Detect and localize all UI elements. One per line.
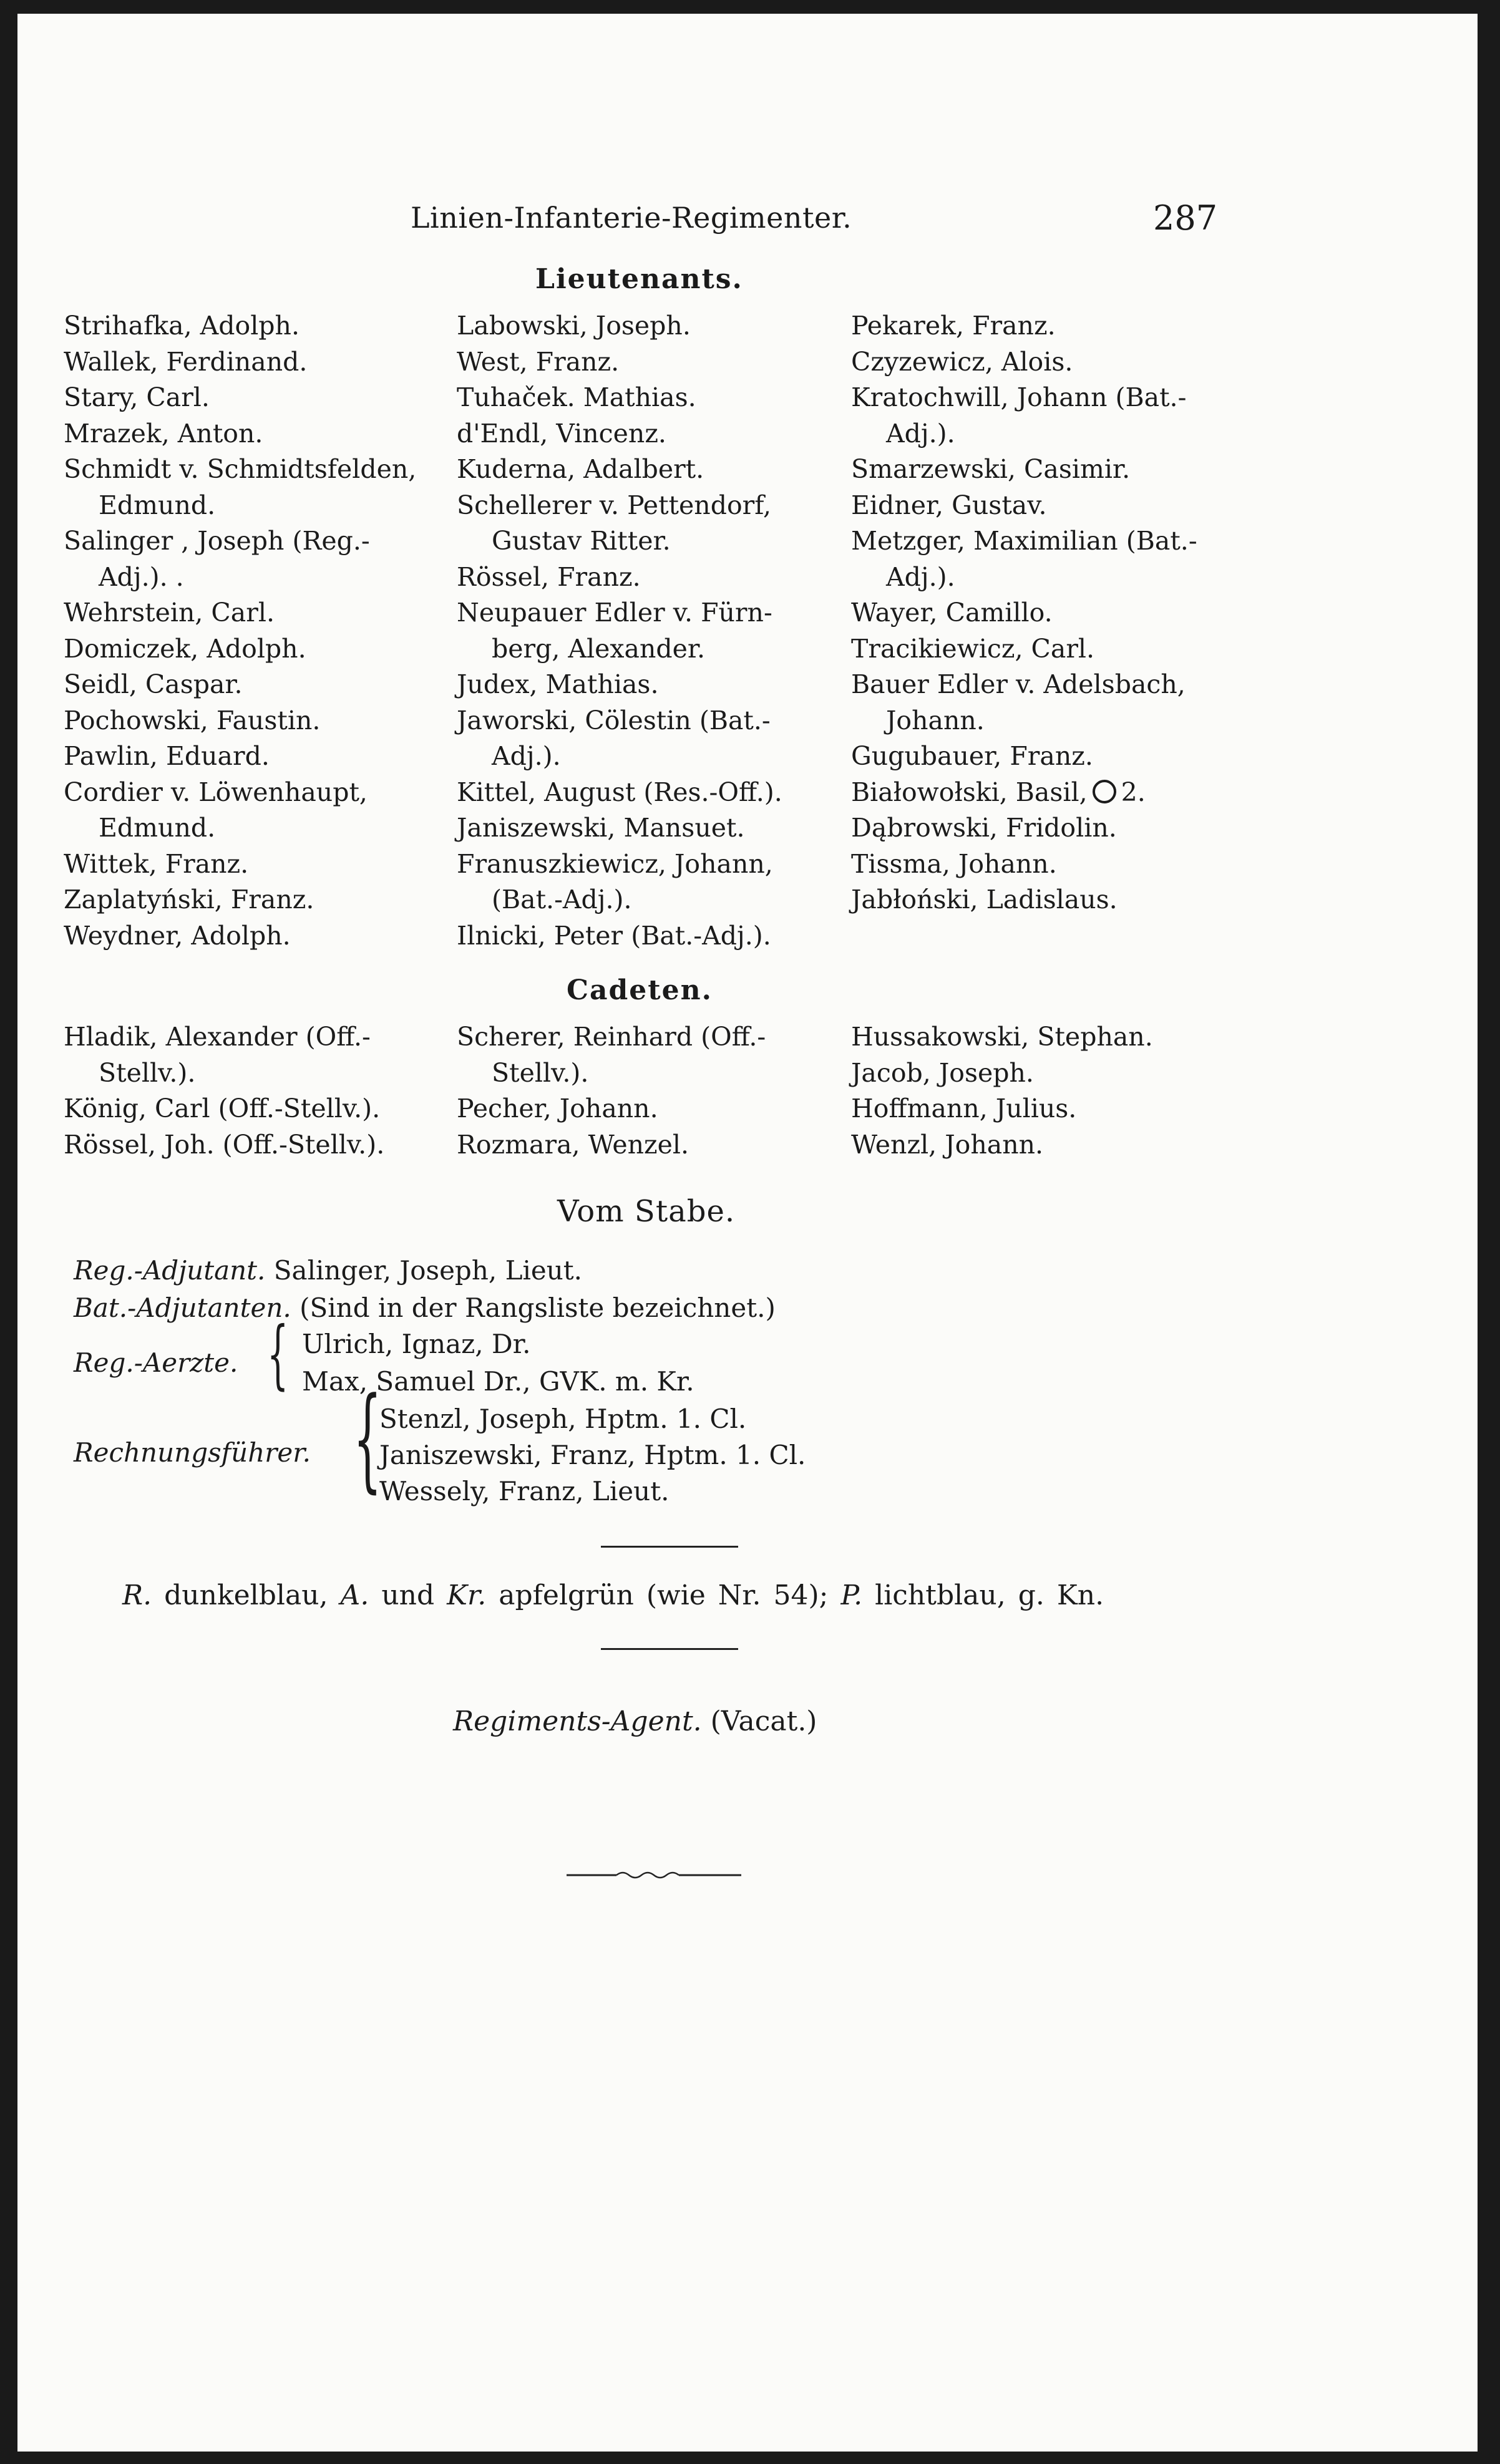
list-item: Johann.	[886, 705, 985, 735]
list-item: Hladik, Alexander (Off.-	[64, 1022, 371, 1052]
list-item: Franuszkiewicz, Johann,	[457, 848, 773, 879]
colour-key: Kr.	[447, 1579, 487, 1611]
list-item-name: Białowołski, Basil,	[851, 777, 1088, 807]
list-item: Adj.).	[492, 741, 561, 771]
reg-adjutant-row	[74, 1255, 582, 1286]
section-cadeten: Cadeten.	[567, 974, 713, 1006]
reg-aerzte-label: Reg.-Aerzte.	[74, 1347, 238, 1378]
list-item: Czyzewicz, Alois.	[851, 346, 1073, 377]
list-item: Domiczek, Adolph.	[64, 633, 306, 664]
list-item: Eidner, Gustav.	[851, 490, 1047, 520]
list-item: Weydner, Adolph.	[64, 920, 291, 951]
list-item: Wehrstein, Carl.	[64, 598, 275, 628]
list-item: Hussakowski, Stephan.	[851, 1022, 1153, 1052]
colour-key: R.	[122, 1579, 152, 1611]
lieutenants-column-3	[851, 308, 1250, 918]
list-item: Ilnicki, Peter (Bat.-Adj.).	[457, 920, 771, 951]
list-item: Salinger , Joseph (Reg.-	[64, 526, 370, 556]
cadeten-column-2	[457, 1019, 837, 1163]
list-item: Adj.).	[886, 561, 955, 592]
colour-key: P.	[840, 1579, 863, 1611]
colour-key: A.	[340, 1579, 369, 1611]
rechnungsfuehrer-label: Rechnungsführer.	[74, 1437, 311, 1468]
page-number: 287	[1153, 198, 1218, 238]
list-item: Jabłoński, Ladislaus.	[851, 885, 1118, 914]
regiments-agent-row	[453, 1705, 817, 1737]
list-item: Rössel, Franz.	[457, 561, 641, 592]
bat-adjutant-value: (Sind in der Rangsliste bezeichnet.)	[300, 1293, 776, 1323]
list-item: West, Franz.	[457, 346, 620, 377]
running-header: Linien-Infanterie-Regimenter.	[411, 201, 852, 235]
list-item: Schmidt v. Schmidtsfelden,	[64, 454, 417, 484]
list-item: Janiszewski, Mansuet.	[457, 813, 745, 843]
regiments-agent-label: Regiments-Agent.	[453, 1705, 702, 1737]
list-item: berg, Alexander.	[492, 633, 706, 664]
list-item: Wittek, Franz.	[64, 848, 249, 879]
list-item: Rozmara, Wenzel.	[457, 1129, 689, 1160]
list-item: Tissma, Johann.	[851, 848, 1057, 879]
list-item: Kratochwill, Johann (Bat.-	[851, 382, 1187, 412]
list-item: Pekarek, Franz.	[851, 311, 1056, 341]
lieutenants-column-2	[457, 308, 837, 954]
list-item: Wayer, Camillo.	[851, 598, 1053, 628]
section-lieutenants: Lieutenants.	[535, 263, 743, 295]
list-item: Stary, Carl.	[64, 382, 210, 412]
aerzte-item: Ulrich, Ignaz, Dr.	[302, 1329, 531, 1359]
list-item: Rössel, Joh. (Off.-Stellv.).	[64, 1129, 385, 1160]
list-item: Kuderna, Adalbert.	[457, 454, 704, 484]
list-item: Zaplatyński, Franz.	[64, 885, 314, 914]
list-item: Metzger, Maximilian (Bat.-	[851, 526, 1197, 556]
list-item: Tracikiewicz, Carl.	[851, 633, 1095, 664]
list-item: Dąbrowski, Fridolin.	[851, 813, 1117, 843]
lieutenants-column-1	[64, 308, 444, 954]
colour-value: apfelgrün (wie Nr. 54);	[499, 1579, 829, 1611]
list-item: Pecher, Johann.	[457, 1094, 658, 1123]
list-item	[851, 775, 1250, 811]
list-item: Bauer Edler v. Adelsbach,	[851, 669, 1186, 699]
list-item: König, Carl (Off.-Stellv.).	[64, 1094, 381, 1123]
reg-adjutant-label: Reg.-Adjutant.	[74, 1255, 266, 1286]
uniform-colours-line	[122, 1579, 1104, 1611]
ornament-icon	[567, 1866, 741, 1881]
colour-value: dunkelblau,	[164, 1579, 328, 1611]
colour-joiner: und	[381, 1579, 435, 1611]
cadeten-column-1	[64, 1019, 444, 1163]
list-item: Tuhaček. Mathias.	[457, 382, 696, 412]
list-item: Jaworski, Cölestin (Bat.-	[457, 705, 771, 735]
list-item: (Bat.-Adj.).	[492, 885, 632, 914]
list-item: Jacob, Joseph.	[851, 1057, 1034, 1088]
bat-adjutant-label: Bat.-Adjutanten.	[74, 1293, 291, 1323]
list-item: Labowski, Joseph.	[457, 311, 691, 341]
divider	[601, 1648, 738, 1650]
list-item: Gustav Ritter.	[492, 526, 671, 556]
list-item: Gugubauer, Franz.	[851, 741, 1093, 771]
list-item: Hoffmann, Julius.	[851, 1094, 1077, 1123]
list-item: Seidl, Caspar.	[64, 669, 243, 699]
list-item: Stellv.).	[99, 1057, 196, 1088]
order-circle-icon	[1093, 780, 1116, 803]
colour-value: lichtblau, g. Kn.	[875, 1579, 1104, 1611]
list-item: Pawlin, Eduard.	[64, 741, 270, 771]
aerzte-item: Max, Samuel Dr., GVK. m. Kr.	[302, 1366, 694, 1397]
list-item: Schellerer v. Pettendorf,	[457, 490, 771, 520]
divider	[601, 1546, 738, 1548]
list-item: Mrazek, Anton.	[64, 418, 263, 449]
list-item: Edmund.	[99, 813, 216, 843]
list-item: Stellv.).	[492, 1057, 589, 1088]
rechnung-item: Stenzl, Joseph, Hptm. 1. Cl.	[379, 1404, 747, 1434]
rechnung-item: Janiszewski, Franz, Hptm. 1. Cl.	[379, 1440, 806, 1470]
page	[17, 14, 1478, 2452]
list-item: Wenzl, Johann.	[851, 1129, 1044, 1160]
list-item: Adj.). .	[99, 561, 184, 592]
list-item: Neupauer Edler v. Fürn-	[457, 598, 772, 628]
list-item: Strihafka, Adolph.	[64, 311, 300, 341]
rechnung-item: Wessely, Franz, Lieut.	[379, 1476, 670, 1506]
list-item: d'Endl, Vincenz.	[457, 418, 666, 449]
brace-icon: {	[353, 1374, 382, 1504]
list-item: Pochowski, Faustin.	[64, 705, 321, 735]
brace-icon: {	[267, 1311, 289, 1398]
section-stab: Vom Stabe.	[557, 1194, 736, 1229]
list-item: Smarzewski, Casimir.	[851, 454, 1131, 484]
reg-adjutant-value: Salinger, Joseph, Lieut.	[273, 1255, 583, 1286]
list-item-suffix: 2.	[1121, 777, 1146, 807]
list-item: Cordier v. Löwenhaupt,	[64, 777, 368, 807]
list-item: Scherer, Reinhard (Off.-	[457, 1022, 766, 1052]
list-item: Judex, Mathias.	[457, 669, 659, 699]
list-item: Kittel, August (Res.-Off.).	[457, 777, 782, 807]
list-item: Adj.).	[886, 418, 955, 449]
list-item: Wallek, Ferdinand.	[64, 346, 308, 377]
list-item: Edmund.	[99, 490, 216, 520]
cadeten-column-3	[851, 1019, 1250, 1163]
regiments-agent-value: (Vacat.)	[710, 1705, 817, 1737]
bat-adjutant-row	[74, 1293, 776, 1323]
